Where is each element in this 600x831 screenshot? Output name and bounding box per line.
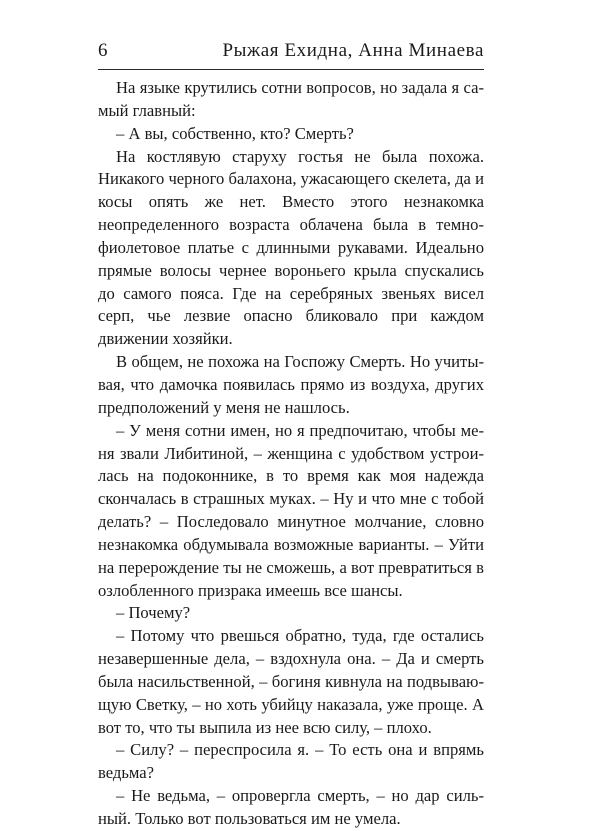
paragraph: На языке крутились сотни вопросов, но задала я самый главный: <box>98 78 484 120</box>
header-rule <box>98 69 484 70</box>
paragraph: – Силу? – переспросила я. – То есть она и впрямь ведьма? <box>98 740 484 783</box>
paragraph: – У меня сотни имен, но я предпочитаю, чтобы меня звали Либитиной, – женщина с удобством устроилась на подоконнике, в то время как моя надежда скончалась в страшных муках. – Ну и что мне с тобой делать? – Последовало минутное молчание, словно незнакомка обдумывала возможные варианты. – Уйти на перерождение ты не сможешь, а вот превратиться в озлобленного призрака имеешь все шансы. <box>98 420 484 600</box>
paragraph: – Потому что рвешься обратно, туда, где остались незавершенные дела, – вздохнула она. – Да и смерть была насильственной, – богиня кивнула на подвывающую Светку, – но хоть убийцу наказала, уже проще. А вот то, что ты выпила из нее всю силу, – плохо. <box>98 626 484 737</box>
paragraph: – Почему? <box>116 603 191 623</box>
paragraph: – А вы, собственно, кто? Смерть? <box>116 123 354 143</box>
running-head <box>98 38 484 64</box>
paragraph: На костлявую старуху гостья не была похожа. Никакого черного балахона, ужасающего скелета, да и косы опять же нет. Вместо этого незнакомка неопределенного возраста облачена была в темно-фиолетовое платье с длинными рукавами. Идеально прямые волосы чернее вороньего крыла спускались до самого пояса. Где на серебряных звеньях висел серп, чье лезвие опасно бликовало при каждом движении хозяйки. <box>98 146 484 349</box>
paragraph: – Не ведьма, – опровергла смерть, – но дар сильный. Только вот пользоваться им не умела. <box>98 786 484 828</box>
running-title: Рыжая Ехидна, Анна Минаева <box>222 40 484 61</box>
page-number: 6 <box>98 40 108 61</box>
paragraph: В общем, не похожа на Госпожу Смерть. Но учитывая, что дамочка появилась прямо из воздуха, других предположений у меня не нашлось. <box>98 352 484 417</box>
body-text <box>98 77 484 831</box>
